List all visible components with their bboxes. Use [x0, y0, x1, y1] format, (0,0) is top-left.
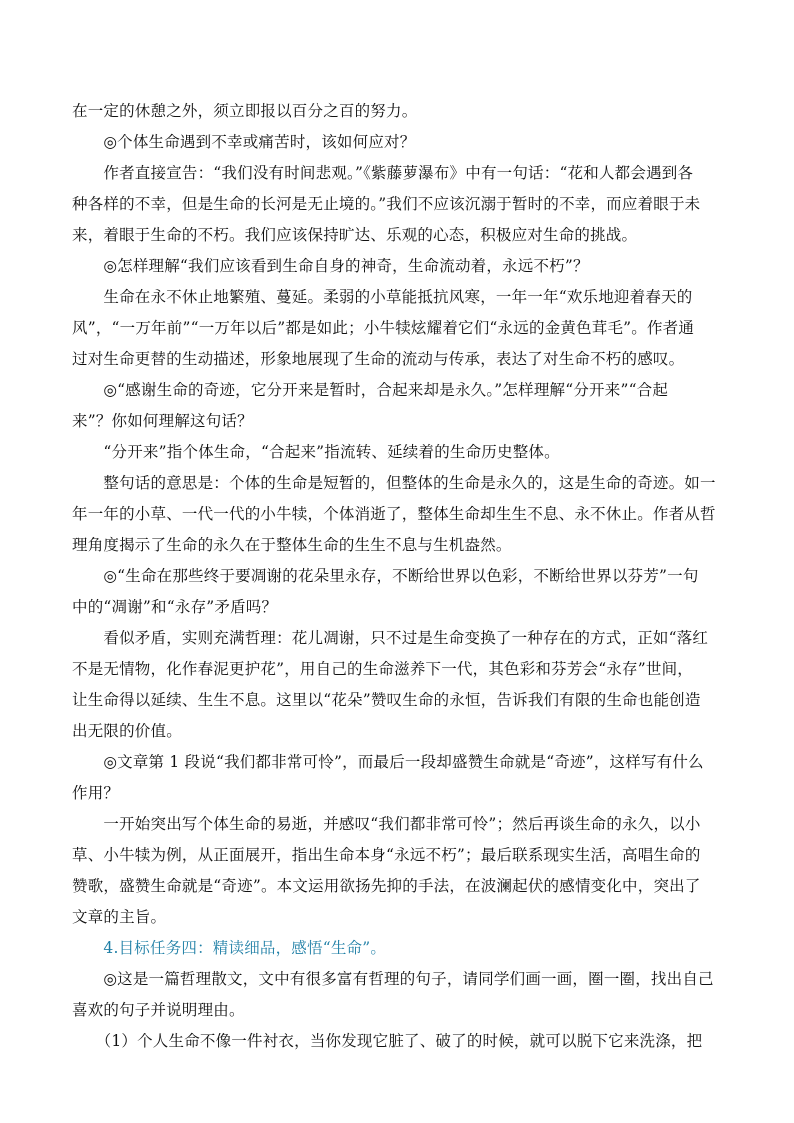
sentence-item-1 — [72, 1026, 724, 1057]
text-line: 文章的主旨。 — [72, 908, 167, 926]
text-line: 不是无情物，化作春泥更护花”，用自己的生命滋养下一代，其色彩和芬芳会“永存”世间， — [72, 660, 693, 678]
text-line: 来，着眼于生命的不朽。我们应该保持旷达、乐观的心态，积极应对生命的挑战。 — [72, 226, 638, 244]
text-line: 来”？你如何理解这句话？ — [72, 412, 253, 430]
answer-life-immortal — [72, 282, 724, 375]
text-line: ◎“感谢生命的奇迹，它分开来是暂时，合起来却是永久。”怎样理解“分开来”“合起 — [72, 381, 669, 399]
text-line: 种各样的不幸，但是生命的长河是无止境的。”我们不应该沉溺于暂时的不幸，而应着眼于未 — [72, 195, 701, 213]
text-line: 草、小牛犊为例，从正面展开，指出生命本身“永远不朽”；最后联系现实生活，高唱生命的 — [72, 846, 701, 864]
text-line: 让生命得以延续、生生不息。这里以“花朵”赞叹生命的永恒，告诉我们有限的生命也能创造 — [72, 691, 701, 709]
text-line: 作者直接宣告：“我们没有时间悲观。”《紫藤萝瀑布》中有一句话：“花和人都会遇到各 — [72, 164, 694, 182]
text-line: 理角度揭示了生命的永久在于整体生命的生生不息与生机盎然。 — [72, 536, 512, 554]
paragraph-1 — [72, 96, 724, 127]
text-line: ◎“生命在那些终于要凋谢的花朵里永存，不断给世界以色彩，不断给世界以芬芳”一句 — [72, 567, 699, 585]
text-line: （1）个人生命不像一件衬衣，当你发现它脏了、破了的时候，就可以脱下它来洗涤，把 — [72, 1032, 703, 1050]
question-cope-with-misfortune — [72, 127, 724, 158]
question-writing-effect — [72, 747, 724, 809]
text-line: ◎文章第 1 段说“我们都非常可怜”，而最后一段却盛赞生命就是“奇迹”，这样写有什么 — [72, 753, 704, 771]
task-four-instruction — [72, 964, 724, 1026]
text-line: 风”，“一万年前”“一万年以后”都是如此；小牛犊炫耀着它们“永远的金黄色茸毛”。作者通 — [72, 319, 695, 337]
answer-miracle-of-life-2 — [72, 468, 724, 561]
text-line: 年一年的小草、一代一代的小牛犊，个体消逝了，整体生命却生生不息、永不休止。作者从哲 — [72, 505, 716, 523]
question-life-immortal — [72, 251, 724, 282]
text-line: 整句话的意思是：个体的生命是短暂的，但整体的生命是永久的，这是生命的奇迹。如一 — [72, 474, 716, 492]
text-line: 中的“凋谢”和“永存”矛盾吗？ — [72, 598, 278, 616]
text-line: 过对生命更替的生动描述，形象地展现了生命的流动与传承，表达了对生命不朽的感叹。 — [72, 350, 685, 368]
text-line: ◎怎样理解“我们应该看到生命自身的神奇，生命流动着，永远不朽”？ — [72, 257, 589, 275]
answer-miracle-of-life-1 — [72, 437, 724, 468]
text-line: 作用？ — [72, 784, 120, 802]
answer-wither-and-eternal — [72, 623, 724, 747]
text-line: ◎个体生命遇到不幸或痛苦时，该如何应对？ — [72, 133, 416, 151]
answer-cope-with-misfortune — [72, 158, 724, 251]
question-miracle-of-life — [72, 375, 724, 437]
text-line: 赞歌，盛赞生命就是“奇迹”。本文运用欲扬先抑的手法，在波澜起伏的感情变化中，突出了 — [72, 877, 701, 895]
text-line: 出无限的价值。 — [72, 722, 182, 740]
question-wither-and-eternal — [72, 561, 724, 623]
answer-writing-effect — [72, 809, 724, 933]
text-line: 4.目标任务四：精读细品，感悟“生命”。 — [72, 939, 387, 957]
text-line: ◎这是一篇哲理散文，文中有很多富有哲理的句子，请同学们画一画，圈一圈，找出自己 — [72, 970, 714, 988]
text-line: 在一定的休憩之外，须立即报以百分之百的努力。 — [72, 102, 418, 120]
text-line: 生命在永不休止地繁殖、蔓延。柔弱的小草能抵抗风寒，一年一年“欢乐地迎着春天的 — [72, 288, 693, 306]
text-line: “分开来”指个体生命，“合起来”指流转、延续着的生命历史整体。 — [72, 443, 560, 461]
text-line: 一开始突出写个体生命的易逝，并感叹“我们都非常可怜”；然后再谈生命的永久，以小 — [72, 815, 701, 833]
task-four-heading — [72, 933, 724, 964]
text-line: 看似矛盾，实则充满哲理：花儿凋谢，只不过是生命变换了一种存在的方式，正如“落红 — [72, 629, 709, 647]
text-line: 喜欢的句子并说明理由。 — [72, 1001, 245, 1019]
